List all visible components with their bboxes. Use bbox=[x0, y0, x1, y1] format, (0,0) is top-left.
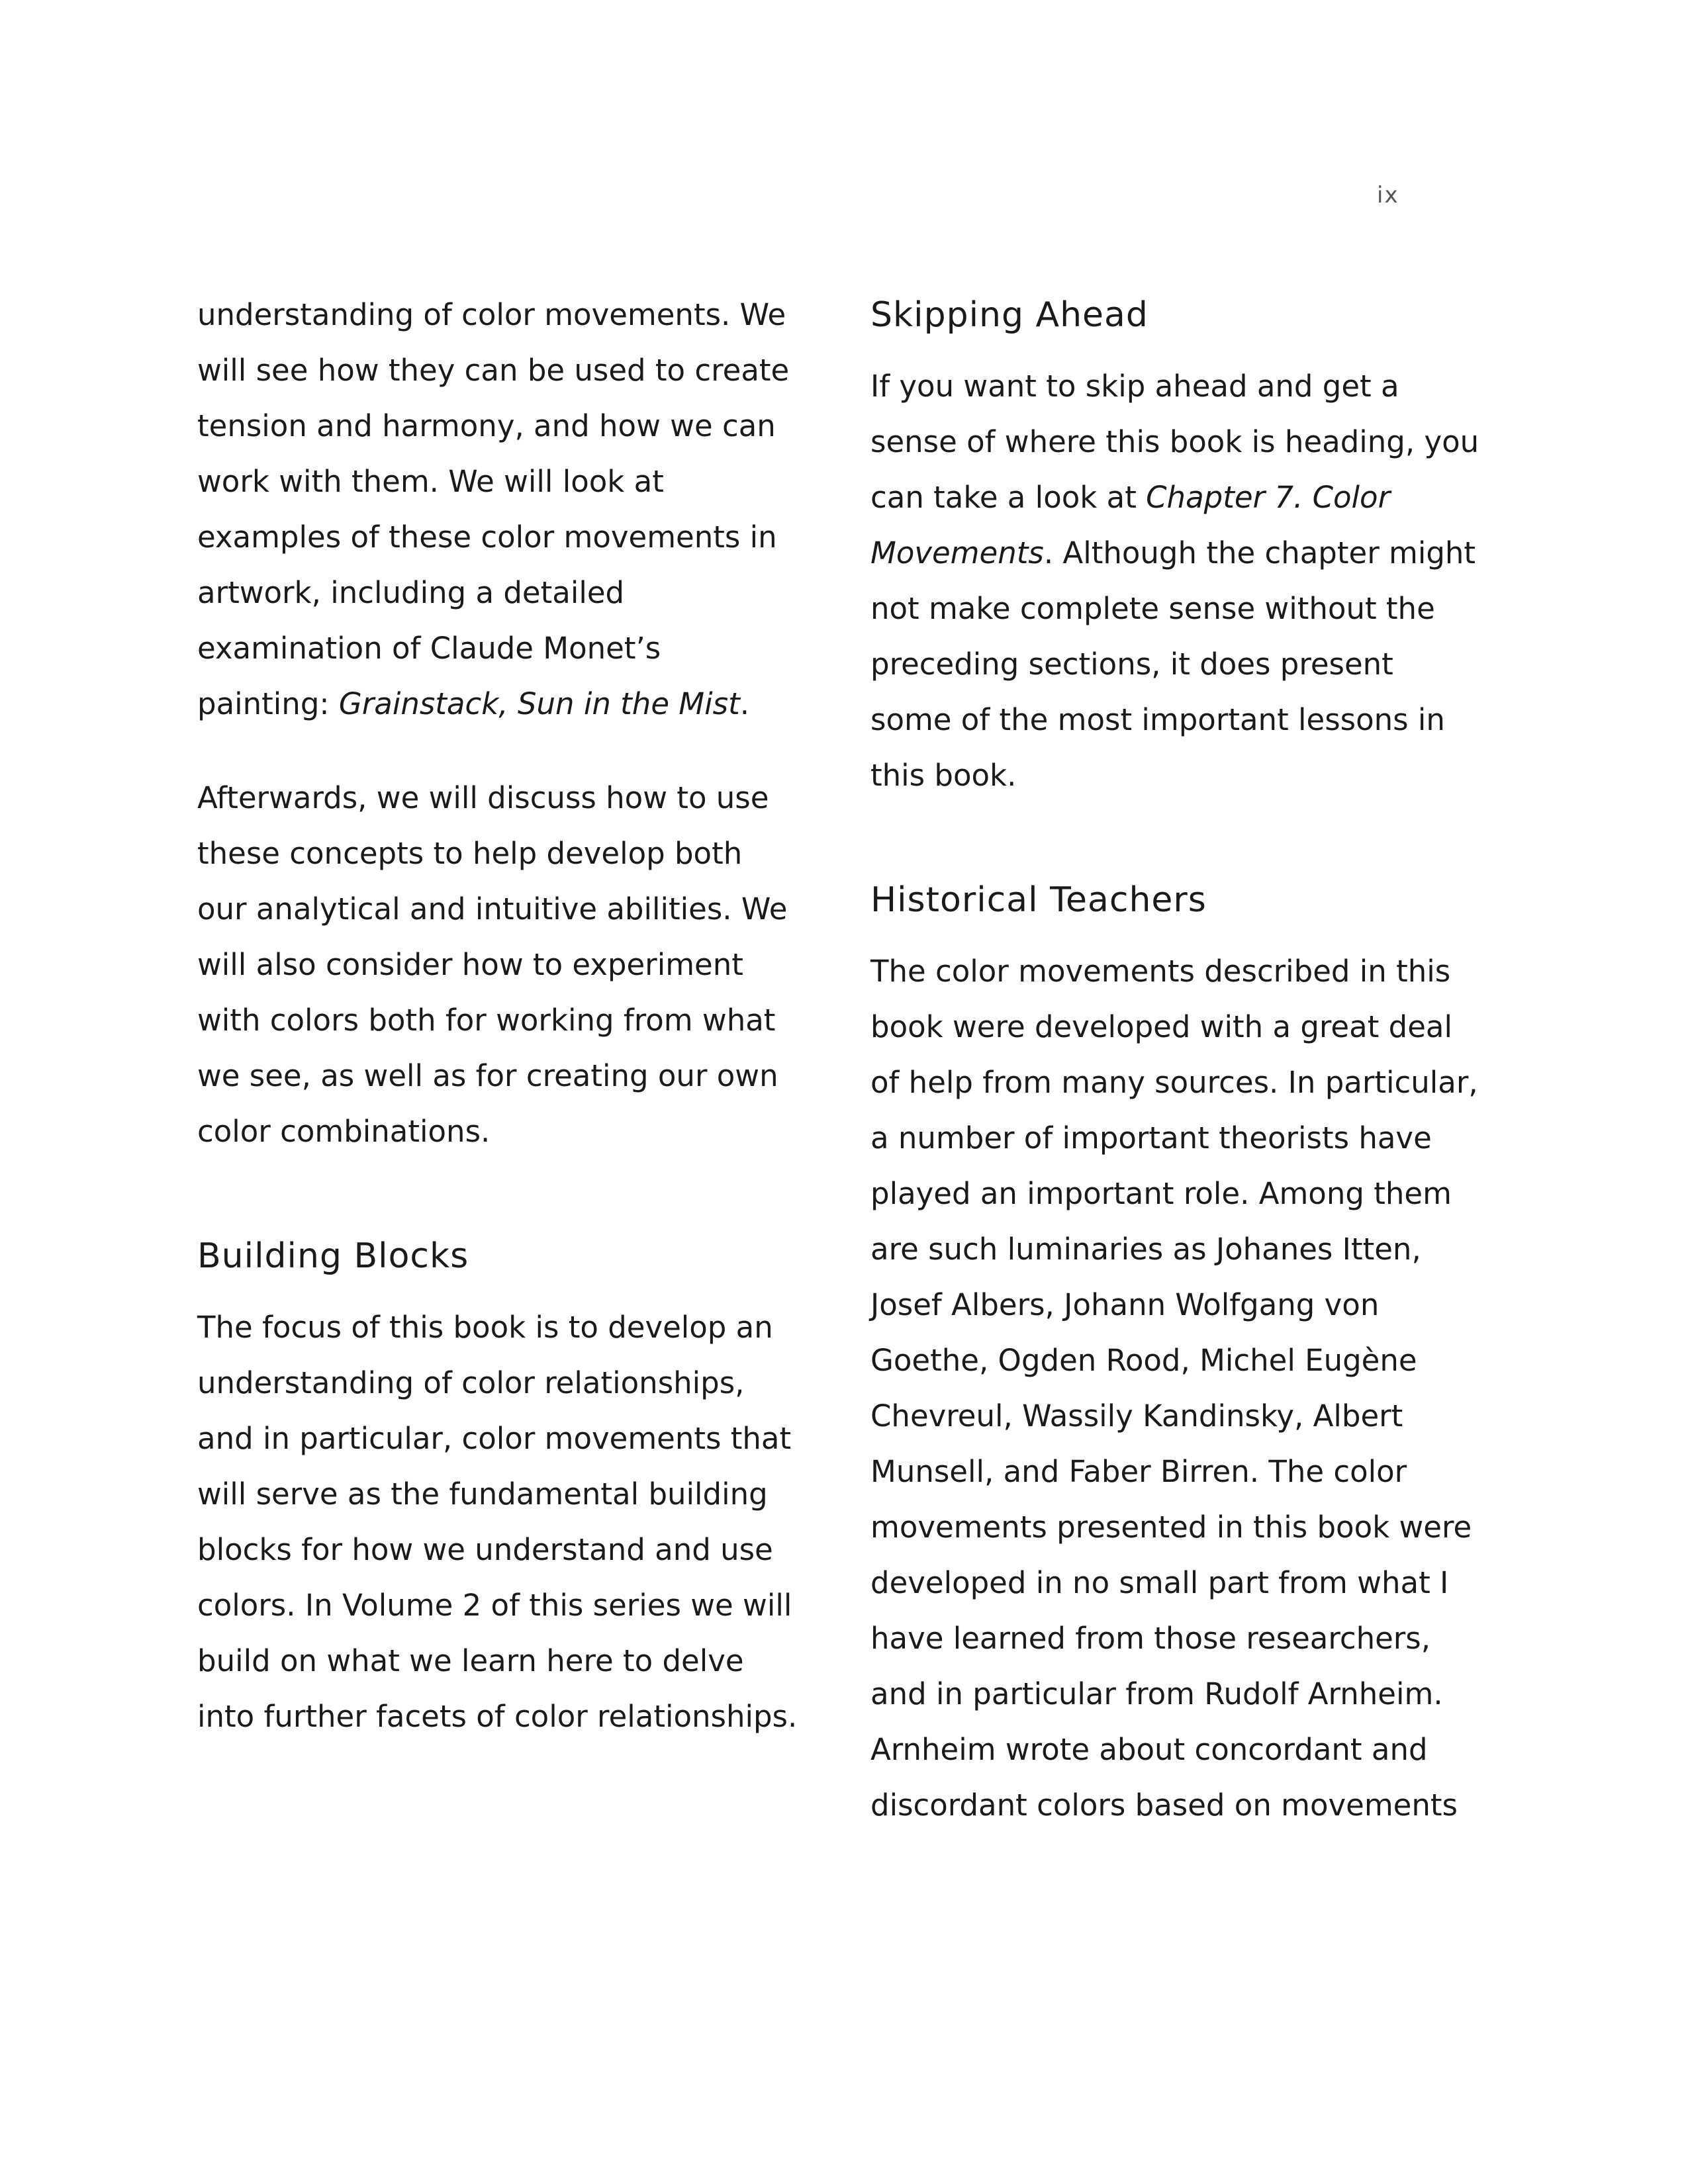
section-heading: Historical Teachers bbox=[870, 880, 1207, 920]
text-line bbox=[870, 470, 1486, 525]
text-line: a number of important theorists have bbox=[870, 1120, 1432, 1156]
text-line: color combinations. bbox=[197, 1114, 491, 1149]
text-line: sense of where this book is heading, you bbox=[870, 424, 1479, 459]
skipping-ahead-paragraph bbox=[870, 359, 1486, 803]
text-line: our analytical and intuitive abilities. We bbox=[197, 891, 788, 927]
text-line: have learned from those researchers, bbox=[870, 1621, 1431, 1656]
right-column bbox=[870, 287, 1486, 1833]
text-line: colors. In Volume 2 of this series we will bbox=[197, 1588, 792, 1623]
text-line: book were developed with a great deal bbox=[870, 1009, 1452, 1044]
painting-title: Grainstack, Sun in the Mist bbox=[338, 686, 740, 721]
text-line: of help from many sources. In particular, bbox=[870, 1065, 1478, 1100]
text-line: some of the most important lessons in bbox=[870, 702, 1445, 737]
text-line: artwork, including a detailed bbox=[197, 575, 625, 610]
text-line bbox=[197, 676, 813, 732]
text-line: tension and harmony, and how we can bbox=[197, 408, 776, 443]
building-blocks-paragraph bbox=[197, 1300, 813, 1745]
section-heading: Skipping Ahead bbox=[870, 295, 1149, 335]
text-line: examination of Claude Monet’s bbox=[197, 631, 661, 666]
text-line: and in particular, color movements that bbox=[197, 1421, 792, 1456]
building-blocks-section bbox=[197, 1228, 813, 1745]
text-line: movements presented in this book were bbox=[870, 1510, 1472, 1545]
section-heading: Building Blocks bbox=[197, 1236, 469, 1276]
text-line: into further facets of color relationships. bbox=[197, 1699, 798, 1734]
text-line: examples of these color movements in bbox=[197, 520, 777, 555]
text-fragment: . Although the chapter might bbox=[1043, 535, 1476, 570]
text-line: will see how they can be used to create bbox=[197, 353, 790, 388]
text-line: Goethe, Ogden Rood, Michel Eugène bbox=[870, 1343, 1417, 1378]
text-line: understanding of color movements. We bbox=[197, 297, 786, 332]
text-line: will serve as the fundamental building bbox=[197, 1477, 768, 1512]
text-line: blocks for how we understand and use bbox=[197, 1532, 773, 1567]
text-fragment: . bbox=[739, 686, 750, 721]
historical-teachers-section bbox=[870, 872, 1486, 1833]
text-line: are such luminaries as Johanes Itten, bbox=[870, 1232, 1421, 1267]
text-line bbox=[870, 525, 1486, 581]
historical-teachers-paragraph bbox=[870, 944, 1486, 1833]
skipping-ahead-section bbox=[870, 287, 1486, 803]
chapter-reference: Movements bbox=[870, 535, 1044, 570]
text-line: If you want to skip ahead and get a bbox=[870, 369, 1399, 404]
text-line: with colors both for working from what bbox=[197, 1003, 776, 1038]
text-line: The focus of this book is to develop an bbox=[197, 1310, 773, 1345]
page-number: ix bbox=[1377, 182, 1399, 208]
text-line: will also consider how to experiment bbox=[197, 947, 743, 982]
text-line: preceding sections, it does present bbox=[870, 647, 1393, 682]
text-line: work with them. We will look at bbox=[197, 464, 664, 499]
text-line: this book. bbox=[870, 758, 1017, 793]
text-line: discordant colors based on movements bbox=[870, 1788, 1458, 1823]
intro-paragraph bbox=[197, 287, 813, 732]
chapter-reference: Chapter 7. Color bbox=[1146, 480, 1391, 515]
text-line: Afterwards, we will discuss how to use bbox=[197, 780, 769, 815]
text-fragment: painting: bbox=[197, 686, 339, 721]
text-line: Munsell, and Faber Birren. The color bbox=[870, 1454, 1407, 1489]
text-line: these concepts to help develop both bbox=[197, 836, 743, 871]
text-line: and in particular from Rudolf Arnheim. bbox=[870, 1676, 1443, 1711]
afterwards-paragraph bbox=[197, 770, 813, 1160]
left-column bbox=[197, 287, 813, 1745]
text-line: build on what we learn here to delve bbox=[197, 1643, 744, 1678]
text-line: played an important role. Among them bbox=[870, 1176, 1452, 1211]
text-line: developed in no small part from what I bbox=[870, 1565, 1449, 1600]
text-line: Arnheim wrote about concordant and bbox=[870, 1732, 1428, 1767]
text-line: The color movements described in this bbox=[870, 954, 1451, 989]
text-line: understanding of color relationships, bbox=[197, 1365, 745, 1400]
text-line: Chevreul, Wassily Kandinsky, Albert bbox=[870, 1398, 1403, 1433]
text-line: not make complete sense without the bbox=[870, 591, 1435, 626]
text-line: we see, as well as for creating our own bbox=[197, 1058, 778, 1093]
text-fragment: can take a look at bbox=[870, 480, 1147, 515]
text-line: Josef Albers, Johann Wolfgang von bbox=[870, 1287, 1380, 1322]
